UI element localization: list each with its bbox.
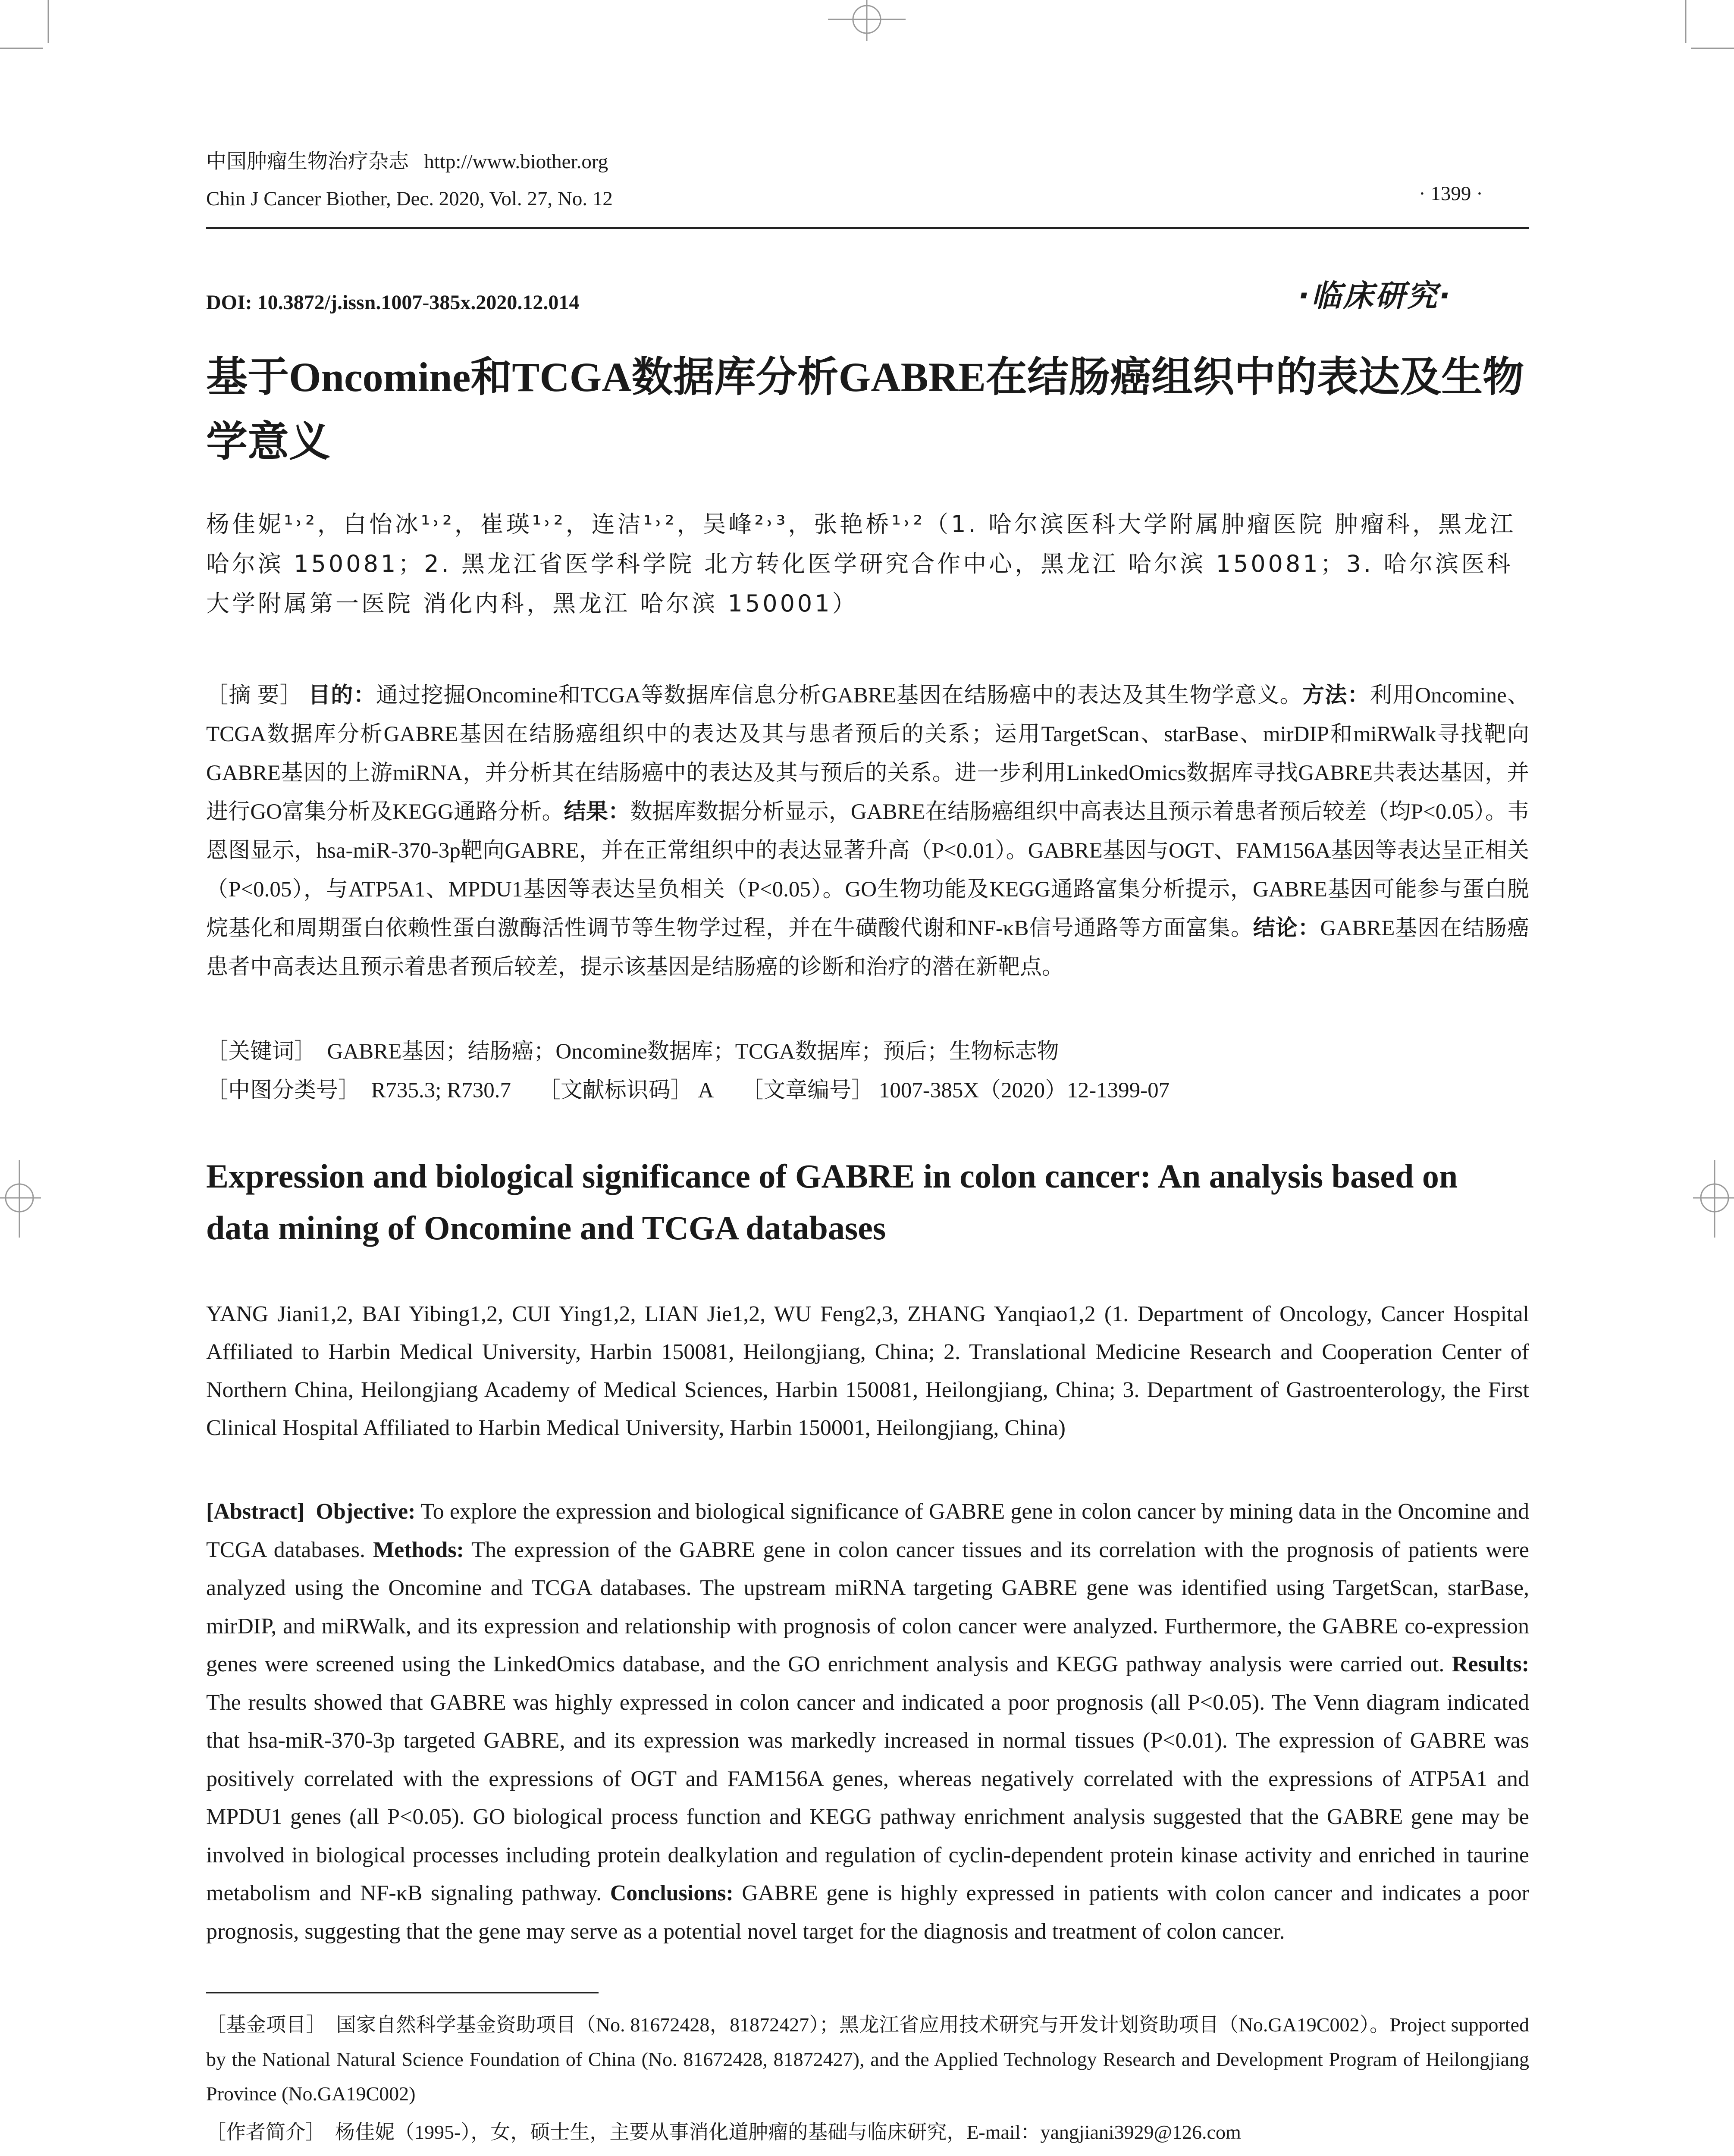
methods-zh: 利用Oncomine、TCGA数据库分析GABRE基因在结肠癌组织中的表达及其与患者预后的关系；运用TargetScan、starBase、mirDIP和miRWalk寻找靶向GABRE基因的上游miRNA，并分析其在结肠癌中的表达及其与预后的关系。进一步利用LinkedOmics数据库寻找GABRE共表达基因，并进行GO富集分析及KEGG通路分析。 xyxy=(206,683,1529,824)
authors-en: YANG Jiani1,2, BAI Yibing1,2, CUI Ying1,2, LIAN Jie1,2, WU Feng2,3, ZHANG Yanqiao1,2 (1. Department of Oncology, Cancer Hospital Affiliated to Harbin Medical University, Harbin 150081, Heilongjiang, China; 2. Translational Medicine Research and Cooperation Center of Northern China, Heilongjiang Academy of Medical Sciences, Harbin 150081, Heilongjiang, China; 3. Department of Gastroenterology, the First Clinical Hospital Affiliated to Harbin Medical University, Harbin 150001, Heilongjiang, China) xyxy=(206,1302,1529,1440)
footnote-corresponding xyxy=(206,2152,1529,2156)
journal-url[interactable]: http://www.biother.org xyxy=(424,150,608,173)
results-label-en: Results: xyxy=(1452,1652,1530,1677)
keywords-label: ［关键词］ xyxy=(206,1040,317,1064)
footnote-author xyxy=(206,2115,1529,2150)
author-bio-text: 杨佳妮（1995-），女，硕士生，主要从事消化道肿瘤的基础与临床研究，E-mail：yangjiani3929@126.com xyxy=(335,2121,1241,2143)
clc-label: ［中图分类号］ xyxy=(206,1078,361,1103)
objective-zh: 通过挖掘Oncomine和TCGA等数据库信息分析GABRE基因在结肠癌中的表达及其生物学意义。 xyxy=(376,683,1302,708)
classification-zh xyxy=(206,1071,1529,1110)
authors-zh: 杨佳妮¹˒²，白怡冰¹˒²，崔瑛¹˒²，连洁¹˒²，吴峰²˒³，张艳桥¹˒²（1. 哈尔滨医科大学附属肿瘤医院 肿瘤科，黑龙江 哈尔滨 150081；2. 黑龙江省医学科学院 北方转化医学研究合作中心，黑龙江 哈尔滨 150081；3. 哈尔滨医科大学附属第一医院 消化内科，黑龙江 哈尔滨 150001） xyxy=(206,511,1516,617)
results-label-zh: 结果： xyxy=(564,799,630,824)
article-number-label: ［文章编号］ xyxy=(741,1078,874,1103)
doccode-value: A xyxy=(698,1078,714,1103)
abstract-zh xyxy=(206,676,1529,987)
article-number-value: 1007-385X（2020）12-1399-07 xyxy=(878,1078,1170,1103)
objective-label-zh: 目的： xyxy=(308,683,376,708)
abstract-label-zh: ［摘 要］ xyxy=(206,683,303,708)
conclusions-en: GABRE gene is highly expressed in patients with colon cancer and indicates a poor prognosis, suggesting that the gene may serve as a potential novel target for the diagnosis and treatment of colon cancer. xyxy=(206,1881,1529,1944)
page-number: · 1399 · xyxy=(1419,182,1483,205)
footnote-fund xyxy=(206,2008,1529,2111)
clc-value: R735.3; R730.7 xyxy=(371,1078,511,1103)
conclusion-label-zh: 结论： xyxy=(1253,915,1320,941)
title-en: Expression and biological significance of GABRE in colon cancer: An analysis based on data mining of Oncomine and TCGA databases xyxy=(206,1157,1458,1247)
methods-label-zh: 方法： xyxy=(1302,683,1370,708)
objective-en: To explore the expression and biological significance of GABRE gene in colon cancer by mining data in the Oncomine and TCGA databases. xyxy=(206,1499,1530,1562)
journal-name-en: Chin J Cancer Biother, Dec. 2020, Vol. 27, No. 12 xyxy=(206,188,613,210)
results-zh: 数据库数据分析显示，GABRE在结肠癌组织中高表达且预示着患者预后较差（均P<0.05）。韦恩图显示，hsa-miR-370-3p靶向GABRE，并在正常组织中的表达显著升高（P<0.01）。GABRE基因与OGT、FAM156A基因等表达呈正相关（P<0.05），与ATP5A1、MPDU1基因等表达呈负相关（P<0.05）。GO生物功能及KEGG通路富集分析提示，GABRE基因可能参与蛋白脱烷基化和周期蛋白依赖性蛋白激酶活性调节等生物学过程，并在牛磺酸代谢和NF-κB信号通路等方面富集。 xyxy=(206,800,1529,940)
objective-label-en: Objective: xyxy=(316,1499,416,1524)
keywords-value: GABRE基因；结肠癌；Oncomine数据库；TCGA数据库；预后；生物标志物 xyxy=(327,1040,1059,1064)
footnote-rule xyxy=(206,1992,599,1993)
running-header xyxy=(206,149,608,174)
conclusions-label-en: Conclusions: xyxy=(610,1881,734,1905)
methods-label-en: Methods: xyxy=(373,1537,464,1562)
header-rule xyxy=(206,227,1529,229)
doi[interactable]: DOI: 10.3872/j.issn.1007-385x.2020.12.014 xyxy=(206,291,580,314)
fund-text: 国家自然科学基金资助项目（No. 81672428，81872427）；黑龙江省应用技术研究与开发计划资助项目（No.GA19C002）。Project supported by the National Natural Science Foundation of China (No. 81672428, 81872427), and the Applied Technology Research and Development Program of Heilongjiang Province (No.GA19C002) xyxy=(206,2014,1529,2105)
abstract-label-en: [Abstract] xyxy=(206,1499,305,1524)
results-en: The results showed that GABRE was highly expressed in colon cancer and indicated a poor prognosis (all P<0.05). The Venn diagram indicated that hsa-miR-370-3p targeted GABRE, and its expression was markedly increased in normal tissues (P<0.01). The expression of GABRE was positively correlated with the expressions of OGT and FAM156A genes, whereas negatively correlated with the expressions of ATP5A1 and MPDU1 genes (all P<0.05). GO biological process function and KEGG pathway enrichment analysis suggested that the GABRE gene may be involved in biological processes including protein dealkylation and regulation of cyclin-dependent protein kinase activity and enriched in taurine metabolism and NF-κB signaling pathway. xyxy=(206,1690,1529,1905)
author-bio-label: ［作者简介］ xyxy=(206,2121,325,2143)
methods-en: The expression of the GABRE gene in colon cancer tissues and its correlation with the prognosis of patients were analyzed using the Oncomine and TCGA databases. The upstream miRNA targeting GABRE gene was identified using TargetScan, starBase, mirDIP, and miRWalk, and its expression and relationship with prognosis of colon cancer were analyzed. Furthermore, the GABRE co-expression genes were screened using the LinkedOmics database, and the GO enrichment analysis and KEGG pathway analysis were carried out. xyxy=(206,1537,1530,1677)
abstract-en xyxy=(206,1493,1529,1951)
keywords-zh xyxy=(206,1032,1529,1071)
fund-label: ［基金项目］ xyxy=(206,2014,326,2036)
doccode-label: ［文献标识码］ xyxy=(538,1078,693,1103)
title-zh: 基于Oncomine和TCGA数据库分析GABRE在结肠癌组织中的表达及生物学意义 xyxy=(206,354,1524,465)
journal-name-zh: 中国肿瘤生物治疗杂志 xyxy=(206,150,409,173)
section-label: ·临床研究· xyxy=(1298,278,1452,313)
conclusion-zh: GABRE基因在结肠癌患者中高表达且预示着患者预后较差，提示该基因是结肠癌的诊断和治疗的潜在新靶点。 xyxy=(206,916,1529,979)
